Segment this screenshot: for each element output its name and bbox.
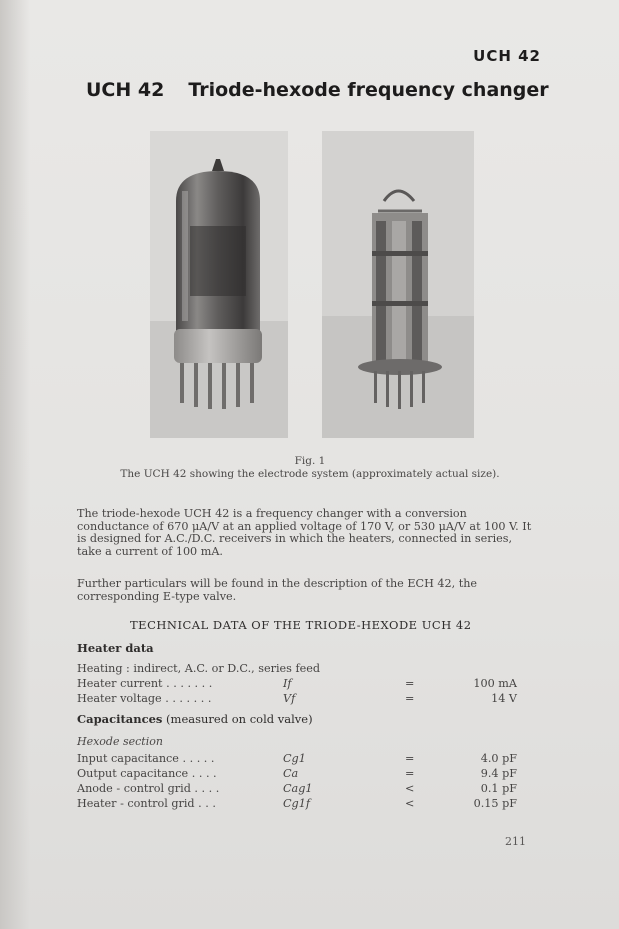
row-relation: =: [405, 752, 415, 765]
figure-label: Fig. 1: [294, 455, 326, 467]
capacitance-row: [77, 782, 517, 796]
row-symbol: If: [283, 677, 292, 690]
electrode-system-photo: [322, 131, 474, 438]
electrode-image: [322, 131, 474, 438]
capacitance-row: [77, 767, 517, 781]
capacitances-heading: [77, 712, 313, 726]
row-label: Heater current . . . . . . .: [77, 677, 213, 690]
row-relation: =: [405, 692, 415, 705]
row-value: 100 mA: [473, 677, 517, 690]
row-value: 9.4 pF: [480, 767, 517, 780]
row-value: 14 V: [491, 692, 517, 705]
row-relation: <: [405, 782, 415, 795]
row-value: 0.15 pF: [473, 797, 517, 810]
title-code: UCH 42: [86, 79, 165, 101]
row-symbol: Cag1: [283, 782, 313, 795]
capacitances-title: Capacitances: [77, 712, 163, 726]
valve-image: [150, 131, 288, 438]
row-symbol: Cg1: [283, 752, 306, 765]
row-label: Heating : indirect, A.C. or D.C., series feed: [77, 662, 320, 675]
heater-row: [77, 677, 517, 691]
figure-caption: [100, 455, 520, 481]
row-value: 4.0 pF: [480, 752, 517, 765]
row-relation: =: [405, 767, 415, 780]
page-title: [86, 79, 549, 101]
capacitances-note: (measured on cold valve): [166, 712, 313, 726]
row-label: Heater voltage . . . . . . .: [77, 692, 212, 705]
page-shadow: [0, 0, 30, 929]
row-relation: <: [405, 797, 415, 810]
row-label: Anode - control grid . . . .: [77, 782, 220, 795]
technical-data-title: TECHNICAL DATA OF THE TRIODE-HEXODE UCH 42: [130, 618, 472, 632]
row-label: Input capacitance . . . . .: [77, 752, 215, 765]
heater-row: [77, 692, 517, 706]
intro-paragraph: The triode-hexode UCH 42 is a frequency changer with a conversion conductance of 670 μA/V at an applied voltage of 170 V, or 530 μA/V at 100 V. It is designed for A.C./D.C. receivers in which the heaters, connected in series, take a current of 100 mA.: [77, 507, 532, 558]
row-label: Heater - control grid . . .: [77, 797, 216, 810]
figure-caption-text: The UCH 42 showing the electrode system (approximately actual size).: [120, 468, 500, 480]
row-label: Output capacitance . . . .: [77, 767, 217, 780]
reference-paragraph: Further particulars will be found in the description of the ECH 42, the corresponding E-type valve.: [77, 577, 478, 603]
title-text: Triode-hexode frequency changer: [188, 79, 549, 101]
capacitance-row: [77, 752, 517, 766]
heater-heading: Heater data: [77, 641, 154, 655]
heater-row: [77, 662, 517, 676]
row-symbol: Vf: [283, 692, 296, 705]
row-relation: =: [405, 677, 415, 690]
capacitance-row: [77, 797, 517, 811]
running-header: UCH 42: [473, 47, 541, 65]
page-number: 211: [505, 835, 526, 848]
row-symbol: Cg1f: [283, 797, 310, 810]
row-symbol: Ca: [283, 767, 299, 780]
valve-photo: [150, 131, 288, 438]
hexode-section-heading: Hexode section: [77, 735, 163, 748]
row-value: 0.1 pF: [480, 782, 517, 795]
